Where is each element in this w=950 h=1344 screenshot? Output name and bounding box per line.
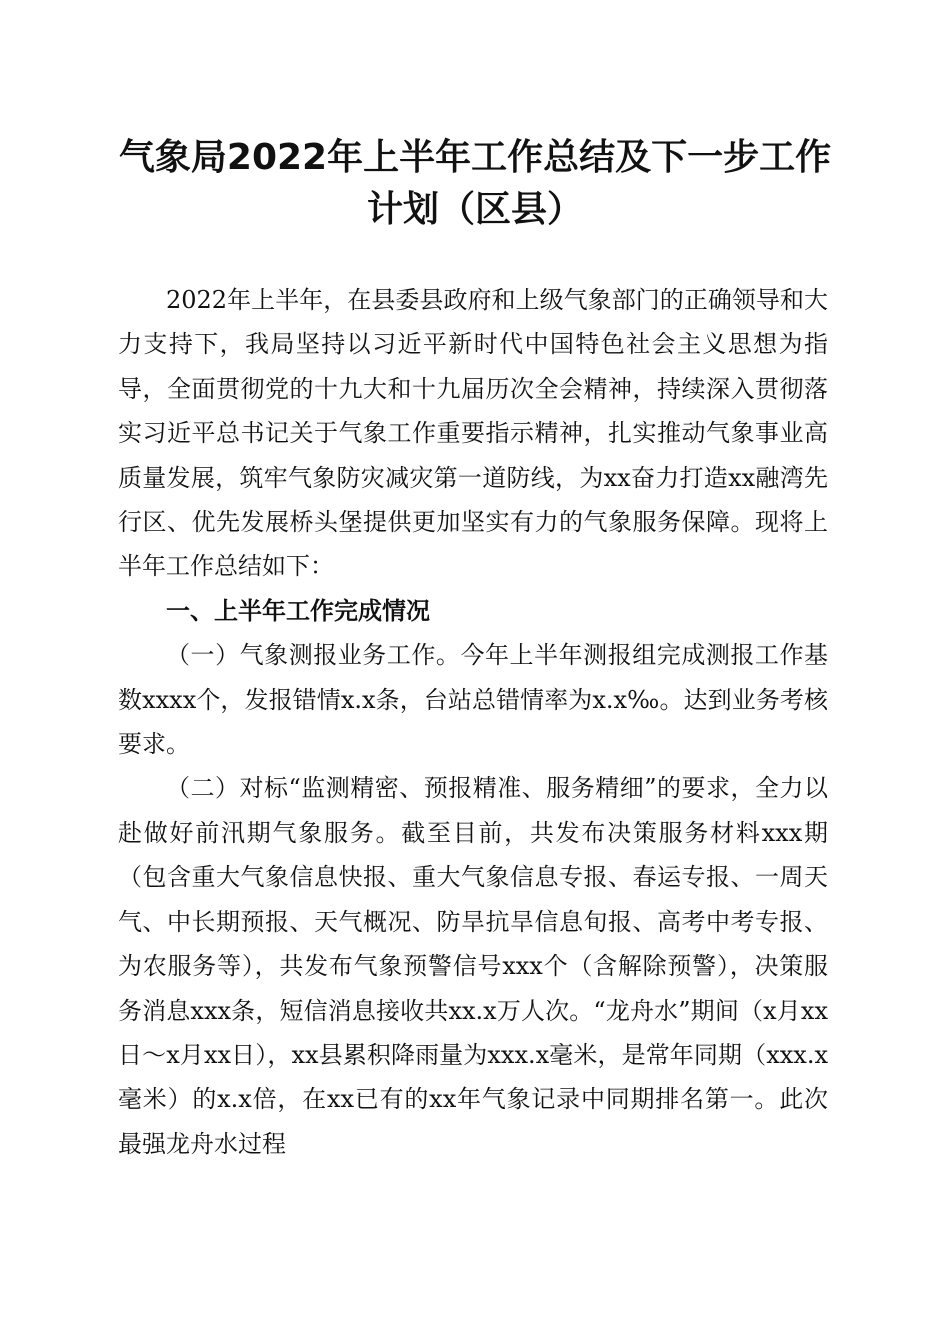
- item-1-text: 今年上半年测报组完成测报工作基数xxxx个，发报错情x.x条，台站总错情率为x.x‰。达到业务考核要求。: [118, 641, 829, 759]
- document-title: [110, 132, 840, 236]
- intro-paragraph: 2022年上半年，在县委县政府和上级气象部门的正确领导和大力支持下，我局坚持以习近平新时代中国特色社会主义思想为指导，全面贯彻党的十九大和十九届历次全会精神，持续深入贯彻落实习近平总书记关于气象工作重要指示精神，扎实推动气象事业高质量发展，筑牢气象防灾减灾第一道防线，为xx奋力打造xx融湾先行区、优先发展桥头堡提供更加坚实有力的气象服务保障。现将上半年工作总结如下：: [118, 286, 828, 581]
- item-1-lead: （一）气象测报业务工作。: [166, 641, 461, 670]
- document-body: [118, 278, 828, 1166]
- section-heading: 一、上半年工作完成情况: [166, 596, 430, 625]
- title-line-1: 气象局2022年上半年工作总结及下一步工作: [118, 137, 832, 178]
- item-2-paragraph: [118, 766, 828, 1166]
- item-2-lead: （二）对标“监测精密、预报精准、服务精细”的要求，全力以赴做好前汛期气象服务。: [118, 774, 828, 847]
- title-line-2: 计划（区县）: [366, 189, 583, 230]
- item-2-text: 截至目前，共发布决策服务材料xxx期（包含重大气象信息快报、重大气象信息专报、春运专报、一周天气、中长期预报、天气概况、防旱抗旱信息旬报、高考中考专报、为农服务等），共发布气象预警信号xxx个（含解除预警），决策服务消息xxx条，短信消息接收共xx.x万人次。“龙舟水”期间（x月xx日～x月xx日），xx县累积降雨量为xxx.x毫米，是常年同期（xxx.x毫米）的x.x倍，在xx已有的xx年气象记录中同期排名第一。此次最强龙舟水过程: [118, 818, 828, 1158]
- item-1-paragraph: [118, 633, 828, 766]
